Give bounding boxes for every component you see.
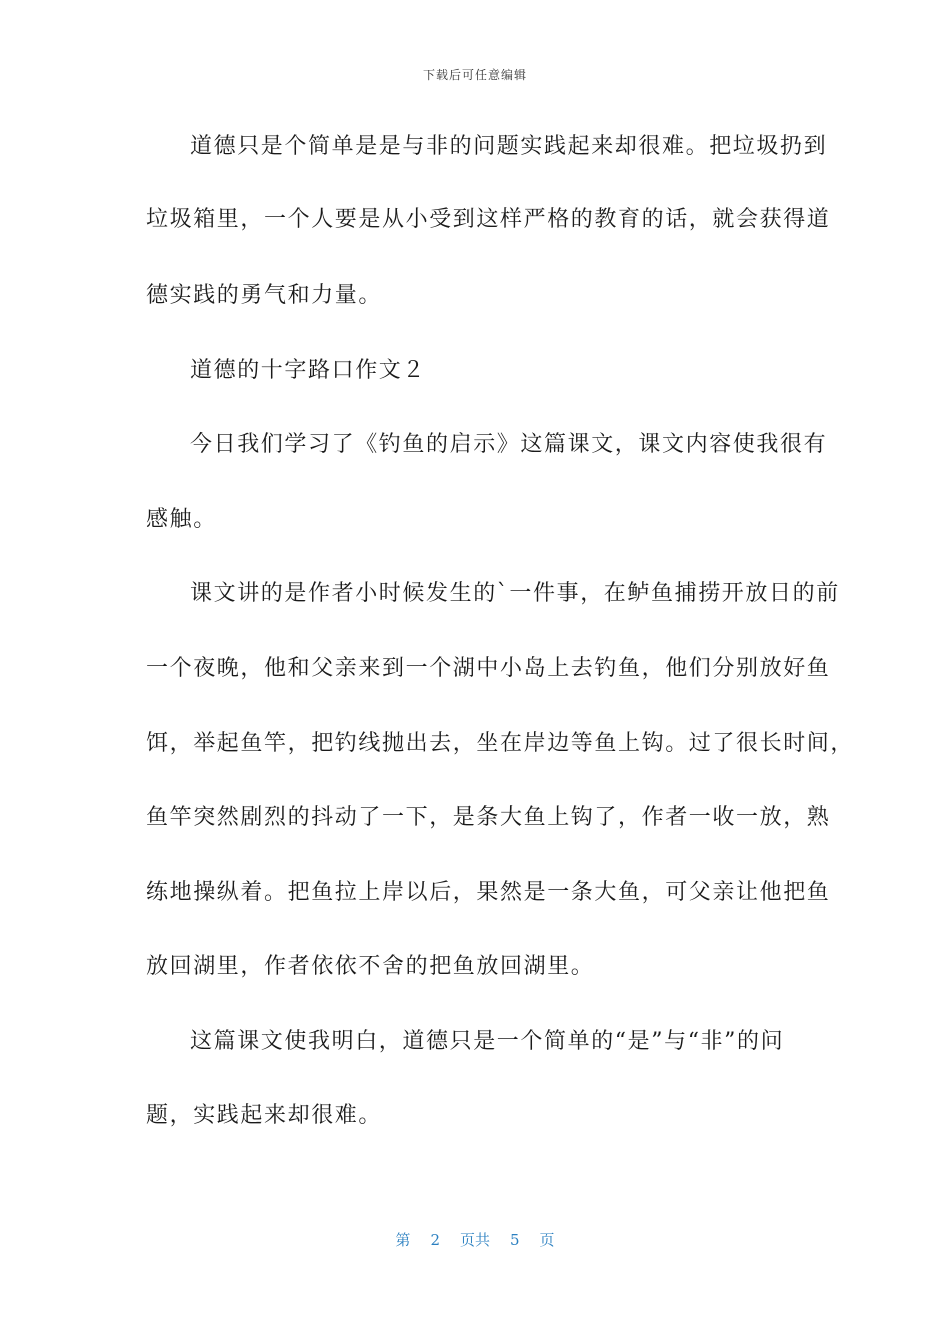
paragraph-line: 放回湖里，作者依依不舍的把鱼放回湖里。: [146, 954, 595, 979]
paragraph-line: 题，实践起来却很难。: [146, 1103, 383, 1128]
page-label-mid: 页共: [459, 1231, 490, 1249]
page-current-number: 2: [430, 1231, 440, 1249]
page-total-number: 5: [510, 1231, 520, 1249]
page-header-note: 下载后可任意编辑: [422, 68, 527, 82]
section-heading: 道德的十字路口作文２: [190, 358, 427, 383]
page-number-footer: [0, 1229, 950, 1250]
paragraph-line: 这篇课文使我明白，道德只是一个简单的“是”与“非”的问: [190, 1029, 785, 1054]
page-label-suffix: 页: [539, 1231, 555, 1249]
paragraph-line: 饵，举起鱼竿，把钓线抛出去，坐在岸边等鱼上钩。过了很长时间，: [146, 731, 855, 756]
paragraph-line: 感触。: [146, 507, 217, 532]
paragraph-line: 垃圾箱里，一个人要是从小受到这样严格的教育的话，就会获得道: [146, 207, 831, 232]
paragraph-line: 今日我们学习了《钓鱼的启示》这篇课文，课文内容使我很有: [190, 432, 828, 457]
paragraph-line: 鱼竿突然剧烈的抖动了一下，是条大鱼上钩了，作者一收一放，熟: [146, 805, 831, 830]
page-label-prefix: 第: [395, 1231, 411, 1249]
paragraph-line: 练地操纵着。把鱼拉上岸以后，果然是一条大鱼，可父亲让他把鱼: [146, 880, 831, 905]
paragraph-line: 道德只是个简单是是与非的问题实践起来却很难。把垃圾扔到: [190, 134, 828, 159]
paragraph-line: 课文讲的是作者小时候发生的`一件事，在鲈鱼捕捞开放日的前: [190, 581, 840, 606]
paragraph-line: 德实践的勇气和力量。: [146, 283, 383, 308]
paragraph-line: 一个夜晚，他和父亲来到一个湖中小岛上去钓鱼，他们分别放好鱼: [146, 656, 831, 681]
